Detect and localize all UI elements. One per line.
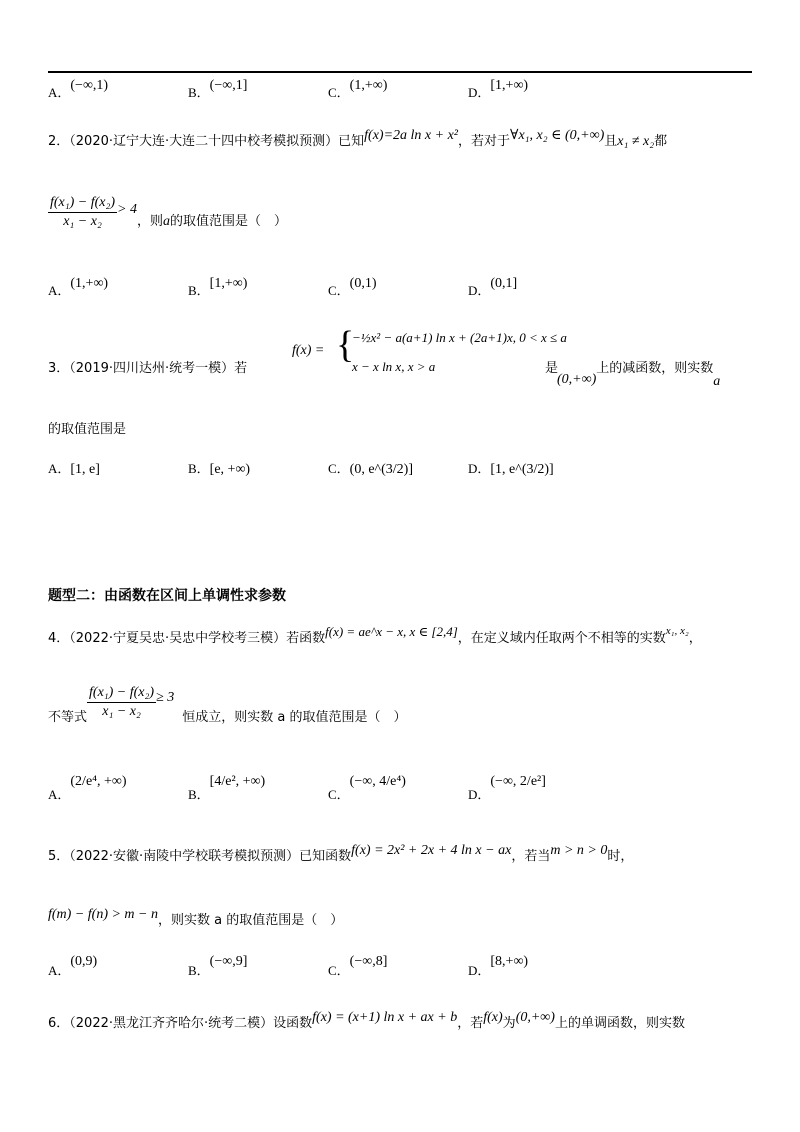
- left-brace: {: [336, 324, 355, 366]
- q4-stem-line1: [48, 624, 702, 646]
- interval-formula: (0,+∞): [515, 1010, 555, 1025]
- option-value: (0,9): [70, 954, 98, 969]
- difference-quotient: [48, 195, 117, 230]
- q3-interval: [557, 361, 721, 389]
- q5-option-d[interactable]: [468, 950, 529, 978]
- option-value: [1, e^(3/2)]: [490, 462, 554, 477]
- question-source: （2019·四川达州·统考一模）若: [69, 361, 248, 376]
- section-heading: 题型二：由函数在区间上单调性求参数: [48, 588, 286, 604]
- question-source: （2020·辽宁大连·大连二十四中校考模拟预测）已知: [69, 134, 365, 149]
- stem-text: 恒成立，则实数 a 的取值范围是（ ）: [182, 710, 407, 725]
- option-label: D．: [468, 283, 491, 298]
- q5-option-c[interactable]: [328, 950, 388, 978]
- interval-formula: (0,+∞): [557, 372, 597, 387]
- q1-option-c[interactable]: [328, 78, 388, 102]
- q2-option-b[interactable]: [188, 276, 248, 300]
- option-label: A．: [48, 963, 71, 978]
- stem-text: 为: [502, 1016, 516, 1031]
- stem-text: ，若: [457, 1016, 484, 1031]
- stem-text: 且: [604, 134, 618, 149]
- inequality-sign: ≥ 3: [156, 690, 175, 705]
- option-value: (1,+∞): [70, 276, 109, 291]
- option-value: (0,1]: [490, 276, 518, 291]
- option-label: C．: [328, 787, 350, 802]
- option-label: C．: [328, 85, 350, 100]
- option-value: [4/e², +∞): [209, 774, 266, 789]
- question-source: （2022·宁夏吴忠·吴忠中学校考三模）若函数: [69, 631, 326, 646]
- q5-stem-line2: [48, 903, 344, 928]
- stem-text: 是: [545, 361, 559, 376]
- stem-text: 的取值范围是: [48, 422, 127, 437]
- q3-option-a[interactable]: [48, 458, 100, 478]
- option-label: B．: [188, 787, 210, 802]
- question-number: 6．: [48, 1016, 70, 1031]
- option-label: A．: [48, 461, 71, 476]
- stem-text: 的取值范围是（ ）: [170, 214, 288, 229]
- option-label: C．: [328, 461, 350, 476]
- piecewise-case-2: x − x ln x, x > a: [352, 359, 436, 374]
- fraction-denominator: x₁ − x₂: [63, 214, 102, 229]
- q3-stem-line2: [48, 418, 126, 437]
- q1-option-d[interactable]: [468, 78, 529, 102]
- question-number: 4．: [48, 631, 70, 646]
- option-label: C．: [328, 283, 350, 298]
- question-number: 2．: [48, 134, 70, 149]
- function-symbol: f(x): [483, 1010, 503, 1025]
- stem-text: 不等式: [48, 710, 88, 725]
- option-label: B．: [188, 461, 210, 476]
- q4-option-b[interactable]: [188, 770, 266, 802]
- option-value: [1, e]: [70, 462, 100, 477]
- stem-text: 上的单调函数，则实数: [554, 1016, 685, 1031]
- stem-text: ，则实数 a 的取值范围是（ ）: [158, 913, 344, 928]
- option-label: D．: [468, 963, 491, 978]
- inequality-sign: > 4: [117, 202, 137, 217]
- option-label: D．: [468, 461, 491, 476]
- function-formula: f(x) = 2x² + 2x + 4 ln x − ax: [351, 843, 512, 858]
- inequality-formula: x₁ ≠ x₂: [617, 134, 655, 149]
- condition-formula: m > n > 0: [550, 843, 608, 858]
- top-rule: [48, 71, 752, 73]
- q1-option-a[interactable]: [48, 78, 109, 102]
- stem-text: ，若对于: [457, 134, 510, 149]
- option-value: (2/e⁴, +∞): [70, 774, 127, 789]
- q5-option-b[interactable]: [188, 950, 248, 978]
- q2-stem-line1: [48, 130, 667, 150]
- quantifier-formula: ∀x₁, x₂ ∈ (0,+∞): [510, 128, 605, 143]
- option-value: [8,+∞): [490, 954, 529, 969]
- difference-quotient: [87, 685, 156, 720]
- option-value: (−∞,9]: [209, 954, 248, 969]
- fraction-denominator: x₁ − x₂: [102, 704, 141, 719]
- q1-option-b[interactable]: [188, 78, 248, 102]
- stem-text: ，在定义域内任取两个不相等的实数: [457, 631, 666, 646]
- q3-option-b[interactable]: [188, 458, 250, 478]
- variable: a: [713, 374, 721, 389]
- fraction-numerator: f(x₁) − f(x₂): [48, 195, 117, 213]
- function-lhs: f(x) =: [292, 343, 325, 358]
- option-value: (0, e^(3/2)]: [349, 462, 413, 477]
- option-value: (0,1): [349, 276, 377, 291]
- piecewise-case-1: −½x² − a(a+1) ln x + (2a+1)x, 0 < x ≤ a: [352, 330, 567, 345]
- option-label: A．: [48, 283, 71, 298]
- variable: a: [163, 214, 171, 229]
- inequality-formula: f(m) − f(n) > m − n: [48, 907, 158, 922]
- q6-stem-line1: [48, 1012, 685, 1032]
- q3-option-c[interactable]: [328, 458, 413, 478]
- q3-stem-line1: [48, 357, 247, 376]
- stem-text: 上的减函数，则实数: [596, 361, 714, 376]
- option-label: D．: [468, 787, 491, 802]
- option-label: C．: [328, 963, 350, 978]
- option-value: (−∞,1]: [209, 78, 248, 93]
- option-label: B．: [188, 963, 210, 978]
- option-label: B．: [188, 85, 210, 100]
- q2-option-d[interactable]: [468, 276, 518, 300]
- q4-option-a[interactable]: [48, 770, 127, 802]
- q5-option-a[interactable]: [48, 950, 98, 978]
- function-formula: f(x)=2a ln x + x²: [364, 128, 458, 143]
- option-value: (−∞,1): [70, 78, 109, 93]
- q2-option-c[interactable]: [328, 276, 377, 300]
- question-source: （2022·安徽·南陵中学校联考模拟预测）已知函数: [69, 849, 352, 864]
- option-label: A．: [48, 85, 71, 100]
- option-label: D．: [468, 85, 491, 100]
- option-value: (−∞, 2/e²]: [490, 774, 546, 789]
- stem-text: ，则: [137, 214, 164, 229]
- option-value: [1,+∞): [490, 78, 529, 93]
- variables: x₁, x₂: [665, 625, 689, 637]
- option-value: [1,+∞): [209, 276, 248, 291]
- function-formula: f(x) = (x+1) ln x + ax + b: [312, 1010, 458, 1025]
- q2-stem-line2: [48, 195, 287, 230]
- option-label: B．: [188, 283, 210, 298]
- q4-stem-line2: [48, 685, 407, 725]
- function-formula: f(x) = ae^x − x, x ∈ [2,4]: [325, 624, 458, 639]
- option-value: (−∞,8]: [349, 954, 388, 969]
- question-source: （2022·黑龙江齐齐哈尔·统考二模）设函数: [69, 1016, 313, 1031]
- stem-text: ，: [688, 631, 702, 646]
- option-label: A．: [48, 787, 71, 802]
- question-number: 3．: [48, 361, 70, 376]
- question-number: 5．: [48, 849, 70, 864]
- stem-text: ，若当: [511, 849, 551, 864]
- q4-option-c[interactable]: [328, 770, 406, 802]
- q4-option-d[interactable]: [468, 770, 546, 802]
- stem-text: 时，: [607, 849, 634, 864]
- q5-stem-line1: [48, 845, 633, 865]
- q2-option-a[interactable]: [48, 276, 109, 300]
- q3-option-d[interactable]: [468, 458, 554, 478]
- fraction-numerator: f(x₁) − f(x₂): [87, 685, 156, 703]
- option-value: (1,+∞): [349, 78, 388, 93]
- stem-text: 都: [654, 134, 668, 149]
- option-value: [e, +∞): [209, 462, 251, 477]
- option-value: (−∞, 4/e⁴): [349, 774, 406, 789]
